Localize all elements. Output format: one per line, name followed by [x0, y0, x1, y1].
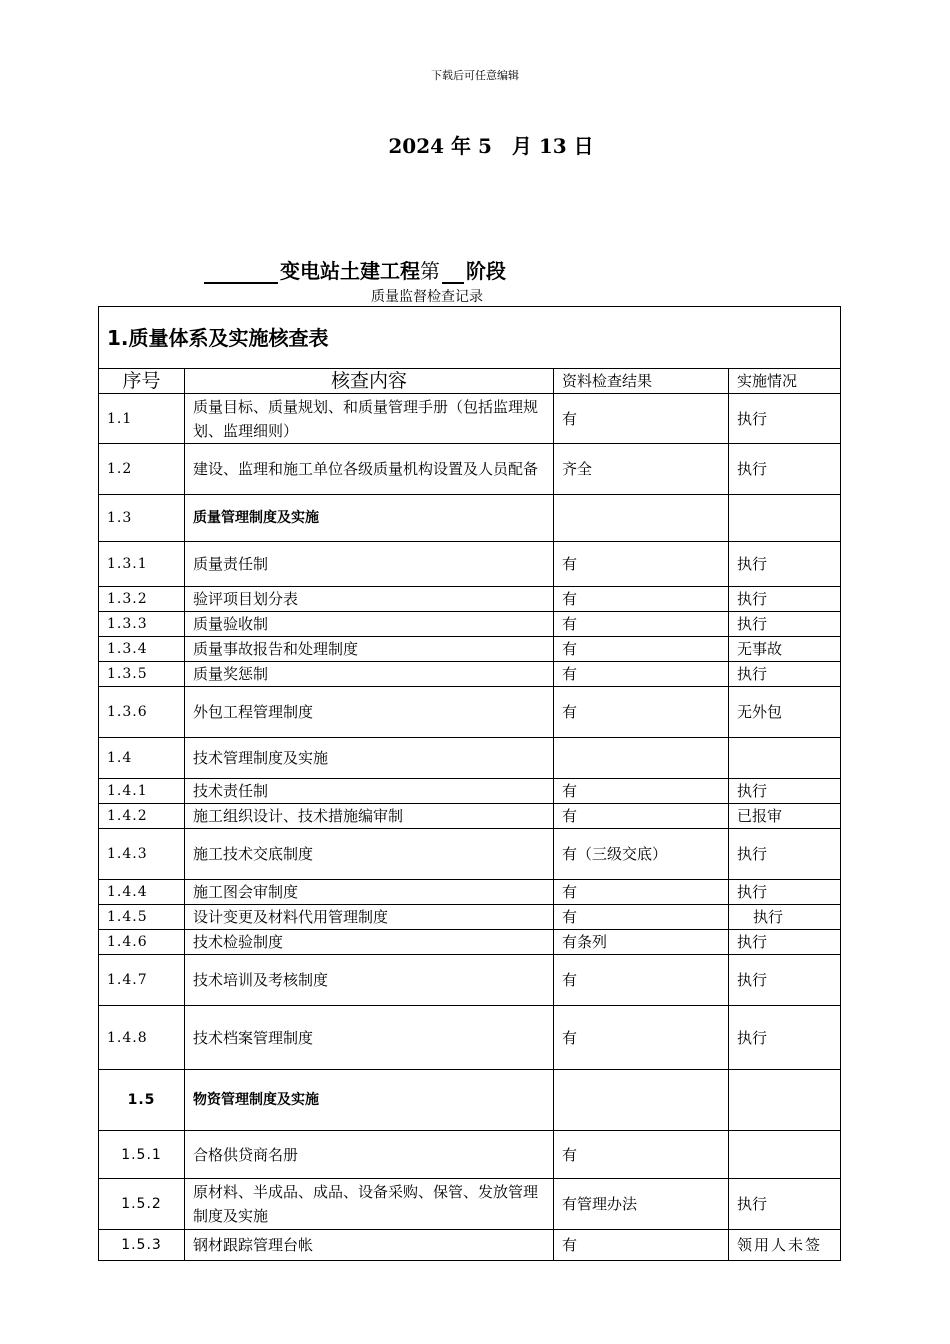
row-no: 1.4.2 [99, 804, 185, 829]
column-header-status: 实施情况 [729, 369, 841, 394]
row-status: 执行 [729, 662, 841, 687]
row-result: 有 [554, 612, 729, 637]
row-status: 执行 [729, 587, 841, 612]
row-status: 执行 [729, 444, 841, 495]
table-row [99, 829, 841, 880]
row-content: 技术培训及考核制度 [185, 955, 554, 1006]
table-row [99, 662, 841, 687]
row-result: 有 [554, 542, 729, 587]
row-result: 有 [554, 587, 729, 612]
row-status: 无事故 [729, 637, 841, 662]
row-no: 1.5.3 [99, 1230, 185, 1261]
row-content: 质量验收制 [185, 612, 554, 637]
row-no: 1.4 [99, 738, 185, 779]
table-header-row [99, 369, 841, 394]
row-status: 执行 [729, 829, 841, 880]
quality-check-table [98, 306, 841, 1261]
row-result: 有 [554, 955, 729, 1006]
row-content: 建设、监理和施工单位各级质量机构设置及人员配备 [185, 444, 554, 495]
row-result [554, 495, 729, 542]
table-row [99, 587, 841, 612]
table-row [99, 1179, 841, 1230]
row-status: 执行 [729, 930, 841, 955]
table-row [99, 444, 841, 495]
row-content: 技术检验制度 [185, 930, 554, 955]
table-row [99, 612, 841, 637]
row-status: 执行 [729, 612, 841, 637]
row-result [554, 738, 729, 779]
document-title [204, 255, 506, 284]
row-no: 1.1 [99, 394, 185, 444]
title-stage-suffix: 阶段 [466, 259, 506, 283]
row-status: 执行 [729, 955, 841, 1006]
title-blank-project [204, 260, 278, 284]
row-no: 1.4.6 [99, 930, 185, 955]
row-no: 1.3.3 [99, 612, 185, 637]
row-result [554, 1070, 729, 1131]
column-header-no: 序号 [99, 369, 185, 394]
table-row [99, 1006, 841, 1070]
row-content: 技术责任制 [185, 779, 554, 804]
title-stage-prefix: 第 [420, 259, 440, 283]
header-note: 下载后可任意编辑 [431, 69, 519, 82]
row-result: 有 [554, 804, 729, 829]
table-row [99, 738, 841, 779]
table-row [99, 1131, 841, 1179]
row-no: 1.5.2 [99, 1179, 185, 1230]
row-no: 1.2 [99, 444, 185, 495]
row-no: 1.5 [99, 1070, 185, 1131]
row-no: 1.3.6 [99, 687, 185, 738]
row-no: 1.4.8 [99, 1006, 185, 1070]
row-content: 质量目标、质量规划、和质量管理手册（包括监理规划、监理细则） [185, 394, 554, 444]
row-result: 有条列 [554, 930, 729, 955]
table-row [99, 905, 841, 930]
row-no: 1.3.1 [99, 542, 185, 587]
row-status [729, 738, 841, 779]
row-status: 执行 [729, 905, 841, 930]
row-content: 技术管理制度及实施 [185, 738, 554, 779]
row-content: 施工组织设计、技术措施编审制 [185, 804, 554, 829]
row-status: 执行 [729, 394, 841, 444]
row-status: 执行 [729, 779, 841, 804]
row-content: 施工技术交底制度 [185, 829, 554, 880]
document-date: 2024 年 5 月 13 日 [388, 134, 594, 158]
column-header-result: 资料检查结果 [554, 369, 729, 394]
table-row [99, 930, 841, 955]
row-no: 1.4.7 [99, 955, 185, 1006]
row-content: 技术档案管理制度 [185, 1006, 554, 1070]
row-no: 1.4.4 [99, 880, 185, 905]
row-content: 合格供贷商名册 [185, 1131, 554, 1179]
row-content: 原材料、半成品、成品、设备采购、保管、发放管理制度及实施 [185, 1179, 554, 1230]
row-result: 有 [554, 394, 729, 444]
row-content: 外包工程管理制度 [185, 687, 554, 738]
table-row [99, 495, 841, 542]
table-row [99, 637, 841, 662]
row-status [729, 1131, 841, 1179]
row-no: 1.4.1 [99, 779, 185, 804]
row-status: 领用人未签 [729, 1230, 841, 1261]
row-no: 1.3 [99, 495, 185, 542]
row-result: 齐全 [554, 444, 729, 495]
table-row [99, 955, 841, 1006]
row-no: 1.5.1 [99, 1131, 185, 1179]
row-status: 无外包 [729, 687, 841, 738]
column-header-content: 核查内容 [185, 369, 554, 394]
row-result: 有 [554, 1131, 729, 1179]
table-row [99, 542, 841, 587]
row-no: 1.3.2 [99, 587, 185, 612]
row-result: 有（三级交底） [554, 829, 729, 880]
row-status: 执行 [729, 1179, 841, 1230]
table-row [99, 779, 841, 804]
row-content: 钢材跟踪管理台帐 [185, 1230, 554, 1261]
row-no: 1.3.4 [99, 637, 185, 662]
row-result: 有 [554, 779, 729, 804]
row-status: 执行 [729, 1006, 841, 1070]
table-row [99, 394, 841, 444]
row-content: 设计变更及材料代用管理制度 [185, 905, 554, 930]
row-content: 质量事故报告和处理制度 [185, 637, 554, 662]
document-subtitle: 质量监督检查记录 [371, 289, 483, 305]
row-status [729, 1070, 841, 1131]
row-content: 物资管理制度及实施 [185, 1070, 554, 1131]
table-row [99, 880, 841, 905]
row-status: 执行 [729, 880, 841, 905]
section-title: 1.质量体系及实施核查表 [99, 307, 841, 369]
table-row [99, 1070, 841, 1131]
table-row [99, 687, 841, 738]
row-no: 1.4.3 [99, 829, 185, 880]
row-result: 有 [554, 880, 729, 905]
row-result: 有 [554, 1006, 729, 1070]
row-result: 有 [554, 905, 729, 930]
title-blank-stage [442, 260, 464, 284]
row-result: 有 [554, 662, 729, 687]
table-row [99, 1230, 841, 1261]
row-result: 有 [554, 687, 729, 738]
row-result: 有管理办法 [554, 1179, 729, 1230]
row-status: 执行 [729, 542, 841, 587]
row-content: 质量奖惩制 [185, 662, 554, 687]
row-status [729, 495, 841, 542]
row-content: 质量管理制度及实施 [185, 495, 554, 542]
row-no: 1.4.5 [99, 905, 185, 930]
row-content: 验评项目划分表 [185, 587, 554, 612]
row-result: 有 [554, 637, 729, 662]
row-content: 施工图会审制度 [185, 880, 554, 905]
table-row [99, 804, 841, 829]
row-no: 1.3.5 [99, 662, 185, 687]
row-status: 已报审 [729, 804, 841, 829]
title-main: 变电站土建工程 [280, 259, 420, 283]
row-content: 质量责任制 [185, 542, 554, 587]
row-result: 有 [554, 1230, 729, 1261]
